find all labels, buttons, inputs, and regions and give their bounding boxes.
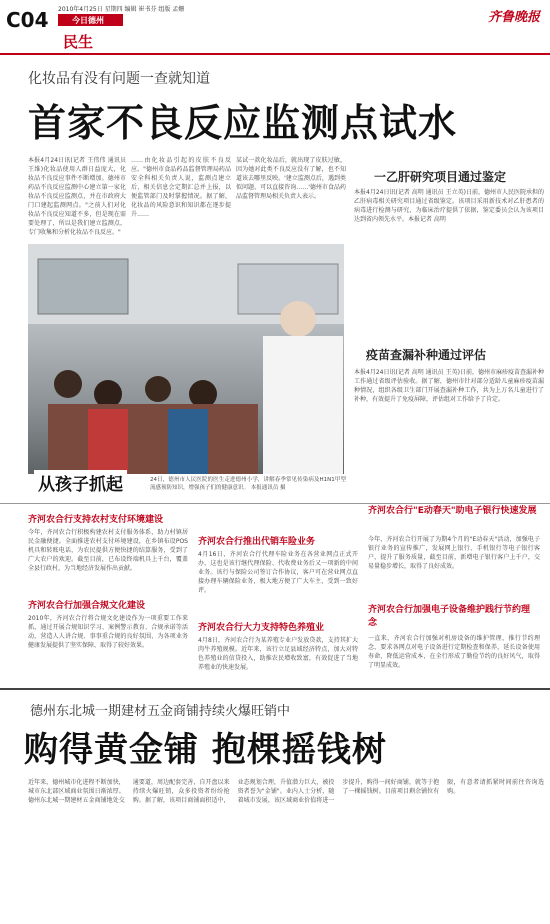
mid-body-2: 4月16日，齐河农合行代理车险业务在各营业网点正式开办，这也是该行继代理保险、代收费业务后又一项新的中间业务。该行与保险公司签订合作协议，客户可在营业网点直接办理车辆保险业务，极大地方便了广大车主，受到一致好评。 [198, 551, 358, 594]
section-title: 民生 [63, 33, 94, 51]
mid-title-3: 齐河农合行"E动春天"助电子银行快速发展 [368, 506, 537, 516]
mid-title-5: 齐河农合行大力支持特色养殖业 [198, 623, 325, 633]
photo-scene [28, 244, 344, 474]
photo-caption: 24日，德州市人民医院的医生走进德州小学，讲解春季常见传染病及H1N1甲型流感预防知识，增强孩子们的健康意识。 本报通讯员 摄 [150, 477, 346, 491]
mid-body-5: 4月8日，齐河农合行为某养殖专业户发放贷款，支持其扩大肉牛养殖规模。近年来，该行立足县域经济特点，加大对特色养殖业的信贷投入，助推农民增收致富，有效促进了当地养殖业的快速发展。 [198, 637, 358, 671]
bottom-divider [0, 688, 550, 690]
masthead: 齐鲁晚报 [488, 10, 541, 25]
right-top-headline: 一乙肝研究项目通过鉴定 [374, 170, 507, 184]
mid-title-1: 齐河农合行支持农村支付环境建设 [28, 515, 164, 525]
mid-body-1: 今年，齐河农合行积极构建农村支付服务体系，助力村镇居民金融便捷。全面推进农村支付环境建设，在乡镇布设POS机具和转账电话，为农民提供方便快捷的结算服务，受到了广大农户的欢迎。截至目前，已布设终端机具上千台，覆盖全县行政村，为当地经济发展作出贡献。 [28, 529, 188, 572]
lead-photo [28, 244, 344, 474]
mid-divider [0, 503, 550, 504]
lead-body-3: 某试一款化妆品后，就出现了皮肤过敏，因为她对此类不良反应没有了解，也不知道该去哪里反映。'建立监测点后，遇到类似问题，可以直接咨询……'德州市食品药品监督管理局相关负责人表示。 [236, 157, 346, 200]
date-line: 2010年4月25日 星期四 编辑 崔书芬 组版 孟姗 [58, 6, 185, 13]
right-mid-headline: 疫苗查漏补种通过评估 [366, 348, 487, 362]
mid-title-2: 齐河农合行推出代销车险业务 [198, 537, 316, 547]
mid-body-4: 2010年，齐河农合行将合规文化建设作为一项重要工作来抓，通过开展合规知识学习、案例警示教育、合规承诺等活动，营造人人讲合规、事事重合规的良好氛围，为各项业务健康发展提供了坚实保障，取得了较好效果。 [28, 615, 188, 649]
right-mid-body: 本报4月24日讯(记者 高明 通讯员 王英)日前，德州市麻疹疫苗查漏补种工作通过省级评估验收。据了解，德州市针对部分适龄儿童麻疹疫苗漏种情况，组织各级卫生部门开展查漏补种工作，共为上万名儿童进行了补种，有效提升了免疫屏障，评估组对工作给予了肯定。 [354, 369, 544, 403]
mid-body-6: 一直来，齐河农合行加强对机房设备的维护管理，推行节约理念，要求各网点对电子设备进行定期检查和保养，延长设备使用寿命，降低运营成本，在全行形成了勤俭节约的良好风气，取得了明显成效。 [368, 635, 540, 669]
photo-caption-big: 从孩子抓起 [34, 470, 127, 495]
lead-body-1: 本报4月24日讯(记者 王伟伟 通讯员 王维)化妆品使用人群日益庞大，化妆品不良反应事件不断增加。德州市药品不良反应监测中心建立第一家化妆品不良反应监测点，并在市政府大门口建起监测网点。"之前人们对化妆品不良反应知道不多，但是现在需要处理了，所以是我们建立监测点，专门收集和分析化妆品不良反应。" [28, 157, 126, 236]
lead-headline: 首家不良反应监测点试水 [28, 101, 458, 145]
mid-title-6: 齐河农合行加强电子设备维护践行节约理念 [368, 605, 531, 628]
right-top-body: 本报4月24日讯(记者 高明 通讯员 王立英)日前，德州市人民医院承担的乙肝病毒相关研究项目通过省级鉴定。该项目采用新技术对乙肝患者的病毒进行检测与研究，为临床治疗提供了依据，鉴定委员会认为该项目达到省内领先水平。本报记者 高明 [354, 189, 544, 223]
bottom-kicker: 德州东北城一期建材五金商铺持续火爆旺销中 [30, 704, 291, 719]
lead-kicker: 化妆品有没有问题一查就知道 [28, 71, 210, 87]
bottom-body: 近年来，德州城市化进程不断加快，城市东北部区域商业氛围日渐浓厚。德州东北城一期建材五金商铺地处交通要道，周边配套完善，自开盘以来持续火爆旺销，众多投资者纷纷抢购。据了解，该项目商铺面积适中，业态规划合理，升值潜力巨大，被投资者誉为"金铺"。业内人士分析，随着城市发展，该区域商业价值将进一步提升，购得一间好商铺，就等于抱了一棵摇钱树。目前项目剩余铺位有限，有意者请抓紧时间前往咨询选购。 [28, 779, 544, 804]
mid-title-4: 齐河农合行加强合规文化建设 [28, 601, 146, 611]
mid-body-3: 今年，齐河农合行开展了为期4个月的"E动春天"活动，加强电子银行业务的宣传推广，发展网上银行、手机银行等电子银行客户，提升了服务质量，截至目前，新增电子银行客户上千户，交易量稳步增长，取得了良好成效。 [368, 536, 540, 570]
page-code: C04 [6, 8, 49, 32]
bottom-headline: 购得黄金铺 抱棵摇钱树 [24, 730, 387, 770]
section-top: 今日德州 [72, 16, 104, 25]
lead-body-2: ……由化妆品引起的皮肤不良反应。"德州市食品药品监督管理局药品安全科相关负责人说，监测点建立后，相关信息会定期汇总并上报，以便监管部门及时掌握情况。据了解，化妆品的风险意识和知识都在逐步提升…… [131, 157, 231, 218]
header-rule [0, 53, 550, 55]
